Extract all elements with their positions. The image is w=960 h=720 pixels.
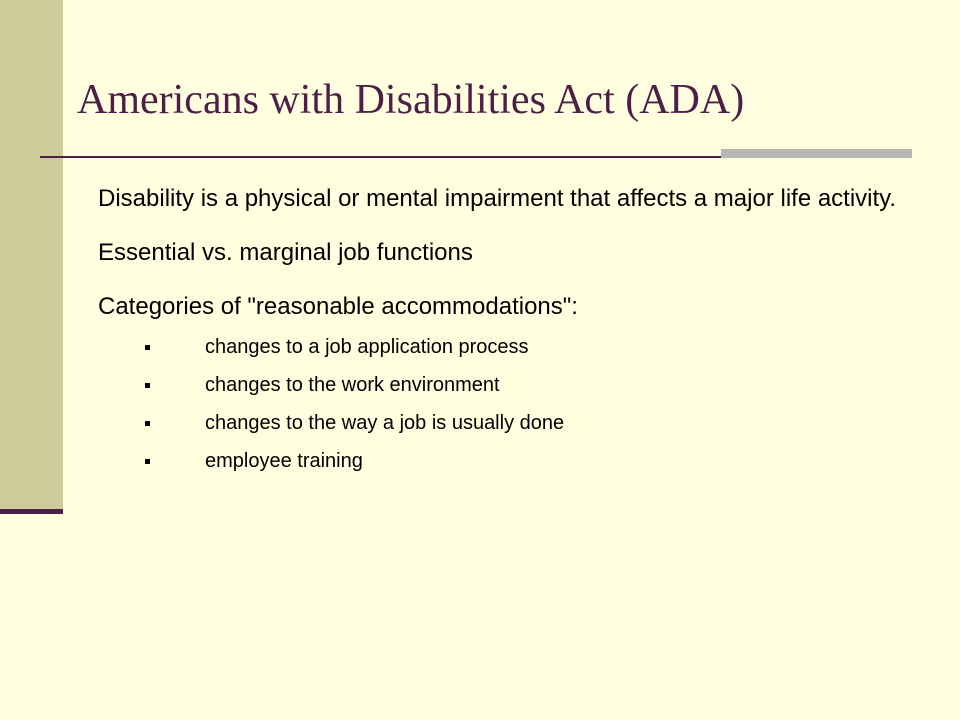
square-bullet-icon xyxy=(145,345,150,350)
list-item xyxy=(98,366,920,404)
job-functions-text: Essential vs. marginal job functions xyxy=(98,239,473,266)
slide-body xyxy=(98,180,920,480)
list-item xyxy=(98,328,920,366)
accommodations-heading: Categories of "reasonable accommodations": xyxy=(98,293,578,320)
list-item xyxy=(98,442,920,480)
title-divider-accent xyxy=(721,149,912,158)
square-bullet-icon xyxy=(145,459,150,464)
list-item-text: employee training xyxy=(205,450,363,472)
square-bullet-icon xyxy=(145,421,150,426)
slide-title: Americans with Disabilities Act (ADA) xyxy=(77,77,745,123)
accommodations-list xyxy=(98,328,920,480)
list-item-text: changes to a job application process xyxy=(205,336,529,358)
left-accent-bar xyxy=(0,0,63,509)
list-item xyxy=(98,404,920,442)
list-item-text: changes to the work environment xyxy=(205,374,500,396)
square-bullet-icon xyxy=(145,383,150,388)
definition-text: Disability is a physical or mental impairment that affects a major life activity. xyxy=(98,185,897,212)
left-accent-bar-underline xyxy=(0,509,63,514)
list-item-text: changes to the way a job is usually done xyxy=(205,412,565,434)
